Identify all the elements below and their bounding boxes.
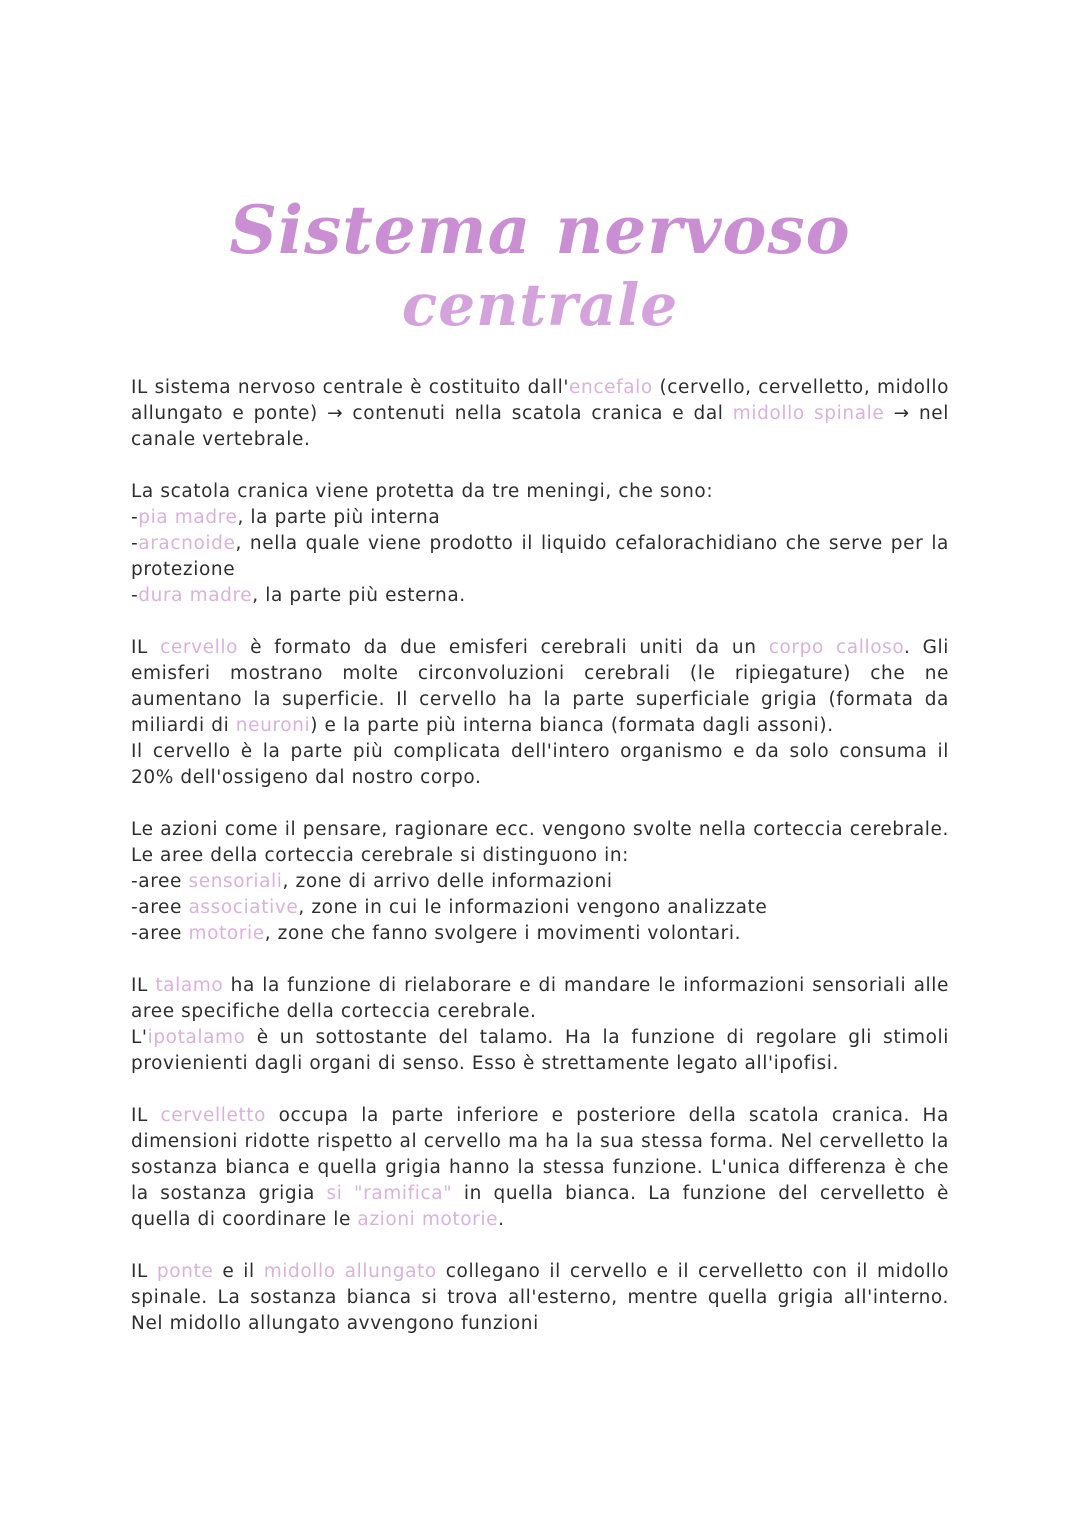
highlighted-term: associative	[188, 897, 299, 918]
highlighted-term: aracnoide	[138, 533, 236, 554]
text-run: -aree	[131, 871, 189, 892]
paragraph-line	[131, 817, 949, 869]
paragraph-line	[131, 505, 949, 531]
highlighted-term: pia madre	[138, 507, 238, 528]
text-run: IL	[131, 637, 161, 658]
paragraph	[131, 817, 949, 947]
highlighted-term: cervello	[160, 637, 239, 658]
text-run: collegano il cervello e il cervelletto con il midollo spinale. La sostanza bianca si trova all'esterno, mentre quella grigia all'interno. Nel midollo allungato avvengono funzioni	[131, 1261, 949, 1334]
text-run: in quella bianca. La funzione del cervelletto è quella di coordinare le	[131, 1183, 949, 1230]
highlighted-term: motorie	[188, 923, 265, 944]
text-run: IL	[131, 1261, 157, 1282]
paragraph-line	[131, 531, 949, 583]
paragraph-line	[131, 739, 949, 791]
text-run: . Gli emisferi mostrano molte circonvoluzioni cerebrali (le ripiegature) che ne aumentano la superficie. Il cervello ha la parte superficiale grigia (formata da miliardi di	[131, 637, 949, 736]
highlighted-term: talamo	[155, 975, 224, 996]
paragraph-line	[131, 921, 949, 947]
text-run: Il cervello è la parte più complicata dell'intero organismo e da solo consuma il 20% dell'ossigeno dal nostro corpo.	[131, 741, 949, 788]
highlighted-term: ponte	[156, 1261, 214, 1282]
paragraph	[131, 973, 949, 1077]
paragraph-line	[131, 635, 949, 739]
paragraph-line	[131, 869, 949, 895]
text-run: -aree	[131, 923, 189, 944]
text-run: .	[498, 1209, 505, 1230]
paragraph-line	[131, 583, 949, 609]
text-run: e il	[213, 1261, 264, 1282]
paragraph-line	[131, 1025, 949, 1077]
highlighted-term: midollo allungato	[263, 1261, 437, 1282]
text-run: La scatola cranica viene protetta da tre meningi, che sono:	[131, 481, 714, 502]
paragraph	[131, 635, 949, 791]
highlighted-term: azioni motorie	[357, 1209, 499, 1230]
text-run: è formato da due emisferi cerebrali uniti da un	[238, 637, 769, 658]
page-subtitle: centrale	[401, 271, 679, 339]
highlighted-term: ipotalamo	[147, 1027, 246, 1048]
title-block	[0, 190, 1080, 340]
text-run: IL sistema nervoso centrale è costituito dall'	[131, 377, 570, 398]
text-run: L'	[131, 1027, 148, 1048]
text-run: , la parte più esterna.	[252, 585, 466, 606]
text-run: -	[131, 507, 139, 528]
text-run: occupa la parte inferiore e posteriore della scatola cranica. Ha dimensioni ridotte rispetto al cervello ma ha la sua stessa forma. Nel cervelletto la sostanza bianca e quella grigia hanno la stessa funzione. L'unica differenza è che la sostanza grigia	[131, 1105, 949, 1204]
text-run: , nella quale viene prodotto il liquido cefalorachidiano che serve per la protezione	[131, 533, 949, 580]
text-run: , zone che fanno svolgere i movimenti volontari.	[264, 923, 742, 944]
highlighted-term: cervelletto	[160, 1105, 267, 1126]
text-run: -	[131, 585, 139, 606]
text-run: ) e la parte più interna bianca (formata dagli assoni).	[310, 715, 834, 736]
paragraph	[131, 1103, 949, 1233]
paragraph	[131, 1259, 949, 1337]
text-run: → nel canale vertebrale.	[131, 403, 949, 450]
highlighted-term: neuroni	[235, 715, 311, 736]
highlighted-term: sensoriali	[188, 871, 283, 892]
paragraph-line	[131, 895, 949, 921]
text-run: ha la funzione di rielaborare e di mandare le informazioni sensoriali alle aree specifiche della corteccia cerebrale.	[131, 975, 949, 1022]
text-run: è un sottostante del talamo. Ha la funzione di regolare gli stimoli provienienti dagli organi di senso. Esso è strettamente legato all'ipofisi.	[131, 1027, 949, 1074]
highlighted-term: midollo spinale	[732, 403, 885, 424]
highlighted-term: si "ramifica"	[326, 1183, 453, 1204]
text-run: (cervello, cervelletto, midollo allungato e ponte) → contenuti nella scatola cranica e dal	[131, 377, 949, 424]
text-run: , la parte più interna	[237, 507, 441, 528]
text-run: -	[131, 533, 139, 554]
paragraph-line	[131, 479, 949, 505]
highlighted-term: corpo calloso	[768, 637, 904, 658]
paragraph	[131, 375, 949, 453]
paragraph-line	[131, 973, 949, 1025]
highlighted-term: dura madre	[138, 585, 253, 606]
text-run: Le azioni come il pensare, ragionare ecc. vengono svolte nella corteccia cerebrale. Le aree della corteccia cerebrale si distinguono in:	[131, 819, 949, 866]
paragraph	[131, 479, 949, 609]
highlighted-term: encefalo	[569, 377, 653, 398]
text-run: -aree	[131, 897, 189, 918]
text-run: , zone in cui le informazioni vengono analizzate	[298, 897, 768, 918]
document-body	[131, 375, 949, 1363]
text-run: IL	[131, 1105, 161, 1126]
text-run: , zone di arrivo delle informazioni	[282, 871, 613, 892]
page-title: Sistema nervoso	[229, 191, 851, 269]
text-run: IL	[131, 975, 156, 996]
